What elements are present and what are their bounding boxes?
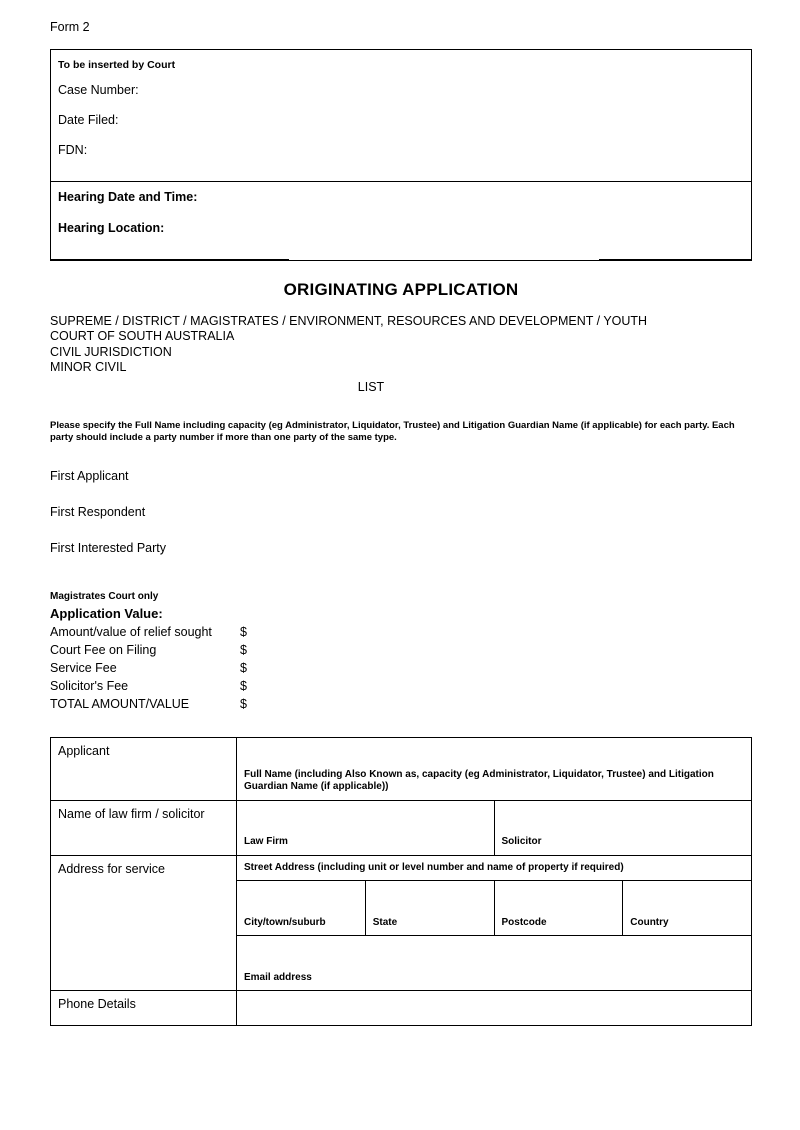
court-use-box [50,49,752,261]
country-cell[interactable]: Country [623,881,752,936]
jurisdiction-line-1: SUPREME / DISTRICT / MAGISTRATES / ENVIRONMENT, RESOURCES AND DEVELOPMENT / YOUTH [50,314,648,328]
party-name-instruction: Please specify the Full Name including capacity (eg Administrator, Liquidator, Trustee) and Litigation Guardian Name (if applicable) for each party. Each party should include a party number if more than one party of the same type. [50,420,735,443]
first-interested-party-field[interactable]: First Interested Party [50,540,167,555]
fee-currency-symbol: $ [240,696,247,711]
applicant-label-cell: Applicant [51,737,237,800]
city-cell[interactable]: City/town/suburb [237,881,366,936]
court-use-upper [51,50,751,182]
table-row [50,661,270,679]
email-cell[interactable]: Email address [237,936,752,991]
signature-rule-left [51,259,289,260]
postcode-cell[interactable]: Postcode [494,881,623,936]
hearing-location-field[interactable]: Hearing Location: [58,221,165,235]
state-cell[interactable]: State [365,881,494,936]
applicant-details-table [50,737,752,1027]
signature-rule-right [599,259,751,260]
magistrates-court-only-label: Magistrates Court only [50,590,159,602]
date-filed-field[interactable]: Date Filed: [58,113,119,127]
jurisdiction-line-3: CIVIL JURISDICTION [50,344,172,359]
fee-label: Amount/value of relief sought [50,624,212,639]
fee-label: Court Fee on Filing [50,642,157,657]
table-row [50,697,270,715]
application-value-table [50,625,270,715]
first-respondent-field[interactable]: First Respondent [50,504,146,519]
fee-label: Solicitor's Fee [50,678,129,693]
law-firm-cell[interactable]: Law Firm [237,800,495,855]
fee-currency-symbol: $ [240,624,247,639]
table-row [51,855,752,881]
table-row [50,679,270,697]
table-row [51,800,752,855]
address-label-cell: Address for service [51,855,237,991]
table-row [50,625,270,643]
hearing-date-field[interactable]: Hearing Date and Time: [58,190,198,204]
table-row [51,737,752,800]
fee-label: TOTAL AMOUNT/VALUE [50,696,190,711]
application-value-heading: Application Value: [50,605,163,621]
list-label: LIST [357,380,385,394]
full-name-cell[interactable]: Full Name (including Also Known as, capacity (eg Administrator, Liquidator, Trustee) and Litigation Guardian Name (if applicable)) [237,737,752,800]
page-title: ORIGINATING APPLICATION [283,280,519,299]
fee-currency-symbol: $ [240,678,247,693]
fee-currency-symbol: $ [240,660,247,675]
jurisdiction-block [50,314,752,375]
table-row [51,991,752,1026]
phone-value-cell[interactable] [237,991,752,1026]
court-use-heading: To be inserted by Court [58,59,176,71]
jurisdiction-line-4: MINOR CIVIL [50,359,127,374]
phone-label-cell: Phone Details [51,991,237,1026]
fee-label: Service Fee [50,660,117,675]
solicitor-cell[interactable]: Solicitor [494,800,752,855]
jurisdiction-line-2: COURT OF SOUTH AUSTRALIA [50,329,235,344]
case-number-field[interactable]: Case Number: [58,83,139,97]
court-use-lower [51,182,751,260]
form-number: Form 2 [50,20,90,34]
table-row [50,643,270,661]
fee-currency-symbol: $ [240,642,247,657]
first-applicant-field[interactable]: First Applicant [50,468,129,483]
street-address-cell[interactable]: Street Address (including unit or level number and name of property if required) [237,855,752,881]
law-firm-label-cell: Name of law firm / solicitor [51,800,237,855]
fdn-field[interactable]: FDN: [58,143,88,157]
